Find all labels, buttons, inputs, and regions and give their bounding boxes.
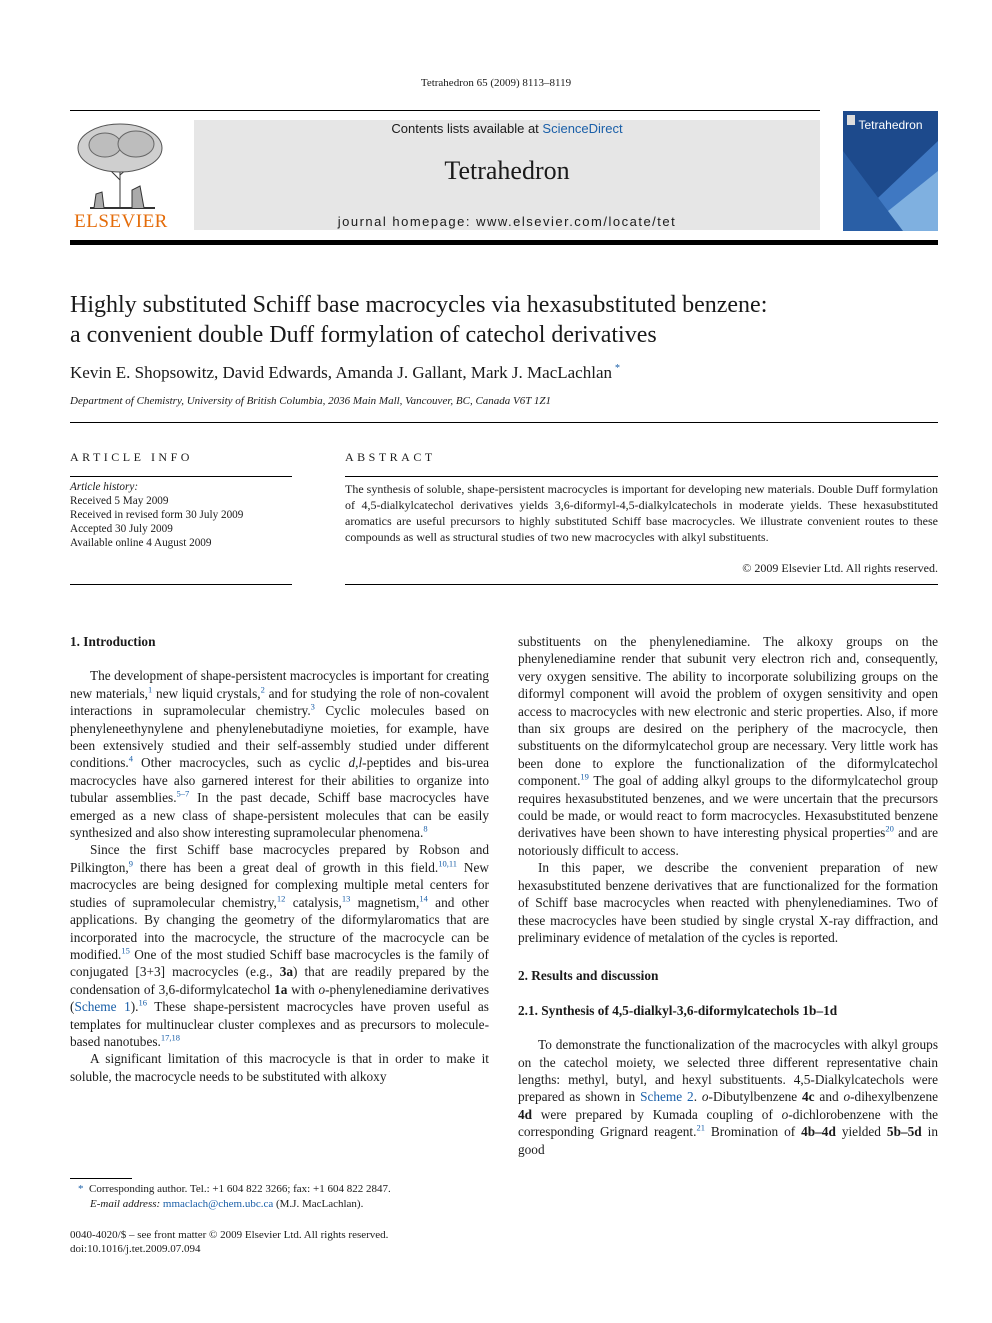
email-suffix: (M.J. MacLachlan). [273,1198,364,1210]
synthesis-subheading: 2.1. Synthesis of 4,5-dialkyl-3,6-diformylcatechols 1b–1d [518,1002,838,1018]
homepage-label: journal homepage: [337,214,477,229]
revised-date: Received in revised form 30 July 2009 [70,509,244,521]
tree-icon [70,120,172,212]
title-line-2: a convenient double Duff formylation of catechol derivatives [70,322,657,348]
doi[interactable]: doi:10.1016/j.tet.2009.07.094 [70,1243,201,1255]
journal-homepage [194,214,820,229]
corresponding-footnote [70,1182,490,1212]
article-info-rule [70,476,292,477]
journal-title: Tetrahedron [444,156,570,185]
abstract-rule [345,476,938,477]
email-link[interactable]: mmaclach@chem.ubc.ca [162,1198,274,1210]
online-date: Available online 4 August 2009 [70,537,212,549]
results-heading: 2. Results and discussion [518,968,659,984]
contents-availability [194,121,820,136]
body-paragraph: In this paper, we describe the convenient preparation of new hexasubstituted benzene derivatives that are functionalized for the formation of Schiff base macrocycles when reacted with phenylenediamines. Two of these macrocycles have been studied by single crystal X-ray diffraction, and preliminary evidence of metalation of the cycles is reported. [518,860,938,945]
body-paragraph: The development of shape-persistent macrocycles is important for creating new materials,$^1$ new liquid crystals,$^2$ and for studying the role of non-covalent interactions in supramolecular chemistry.$^3$ Cyclic molecules based on phenyleneethynylene and phenylenebutadiyne moieties, for example, have been extensively studied and their self-assembly studied under different conditions.$^4$ Other macrocycles, such as cyclic d,l-peptides and bis-urea macrocycles have also garnered interest for their abilities to organize into tubular assemblies.$^{5-7}$ In the past decade, Schiff base macrocycles have emerged as a new class of shape-persistent molecules that can be easily synthesized and also show interesting supramolecular phenomena.$^8$ [70,668,489,841]
sciencedirect-link[interactable]: ScienceDirect [542,121,623,136]
header-top-rule [70,110,820,111]
footnote-mark: * [78,1183,84,1195]
contents-prefix: Contents lists available at [391,121,543,136]
corresponding-contact: Corresponding author. Tel.: +1 604 822 3266; fax: +1 604 822 2847. [89,1183,391,1195]
article-title [70,290,940,350]
body-paragraph: A significant limitation of this macrocycle is that in order to make it soluble, the macrocycle needs to be substituted with alkoxy [70,1051,489,1084]
article-info-bottom-rule [70,584,292,585]
received-date: Received 5 May 2009 [70,495,169,507]
journal-reference: Tetrahedron 65 (2009) 8113–8119 [420,77,572,89]
body-left-column [70,633,489,1085]
abstract-bottom-rule [345,584,938,585]
homepage-url[interactable]: www.elsevier.com/locate/tet [476,214,677,229]
article-history [70,480,243,550]
article-info-heading: ARTICLE INFO [70,450,193,464]
accepted-date: Accepted 30 July 2009 [70,523,173,535]
title-line-1: Highly substituted Schiff base macrocycles via hexasubstituted benzene: [70,292,768,318]
front-matter [70,1228,490,1256]
body-paragraph: Since the first Schiff base macrocycles prepared by Robson and Pilkington,$^9$ there has been a great deal of growth in this field.$^{10,11}$ New macrocycles are being designed for complexing multiple metal centers for studies of supramolecular chemistry,$^{12}$ catalysis,$^{13}$ magnetism,$^{14}$ and other applications. By changing the geometry of the diformylaromatics that are incorporated into the macrocycle, the structure of the macrocycle can be modified.$^{15}$ One of the most studied Schiff base macrocycles is the family of conjugated [3+3] macrocycles (e.g., 3a) that are readily prepared by the condensation of 3,6-diformylcatechol 1a with o-phenylenediamine derivatives (Scheme 1).$^{16}$ These shape-persistent macrocycles have proven useful as templates for multinuclear cluster complexes and as precursors to molecule-based nanotubes.$^{17,18}$ [70,842,490,1049]
email-label: E-mail address: [90,1198,163,1210]
affiliation: Department of Chemistry, University of British Columbia, 2036 Main Mall, Vancouver, BC, Canada V6T 1Z1 [70,395,552,407]
body-paragraph: substituents on the phenylenediamine. The alkoxy groups on the phenylenediamine render that subunit very electron rich and, consequently, very oxygen sensitive. The ability to incorporate solubilizing groups on the diformyl component will avoid the problem of oxygen sensitivity and open access to macrocycles with new electronic and steric properties. Also, if more than six groups are desired on the periphery of the macrocycle, then substituents on the diformylcatechol group are necessary. Very little work has been done to explore the functionalization of the diformylcatechol component.$^{19}$ The goal of adding alkyl groups to the diformylcatechol group requires hexasubstituted benzenes, and we were uncertain that the precursors could be made, or would react to form macrocycles. Hexasubstituted benzene derivatives have been shown to have interesting physical properties$^{20}$ and are notoriously difficult to access. [518,634,938,858]
issn-line: 0040-4020/$ – see front matter © 2009 Elsevier Ltd. All rights reserved. [70,1229,389,1241]
history-label: Article history: [70,481,139,493]
corresponding-author-mark[interactable]: * [615,363,620,375]
introduction-heading: 1. Introduction [70,634,156,649]
header-thick-rule [70,240,938,245]
abstract-text: The synthesis of soluble, shape-persistent macrocycles is important for developing new materials. Double Duff formylation of 4,5-dialkylcatechol derivatives yields 3,6-diformyl-4,5-dialkylcatechols in moderate yields. These hexasubstituted aromatics are useful precursors to highly substituted Schiff base macrocycles. We illustrate convenient routes to these compounds as well as structural studies of two new macrocycles with alkyl substituents. [345,482,938,544]
abstract-heading: ABSTRACT [345,450,436,464]
affiliation-rule [70,422,938,423]
author-list [70,363,940,383]
publisher-wordmark: ELSEVIER [74,211,168,232]
footnote-rule [70,1178,132,1179]
body-right-column [518,633,938,1158]
abstract-copyright: © 2009 Elsevier Ltd. All rights reserved. [742,561,938,575]
authors: Kevin E. Shopsowitz, David Edwards, Amanda J. Gallant, Mark J. MacLachlan [70,363,612,382]
body-paragraph: To demonstrate the functionalization of the macrocycles with alkyl groups on the catechol moiety, we selected three different representative chain lengths: methyl, butyl, and hexyl substituents. 4,5-Dialkylcatechols were prepared as shown in Scheme 2. o-Dibutylbenzene 4c and o-dihexylbenzene 4d were prepared by Kumada coupling of o-dichlorobenzene with the corresponding Grignard reagent.$^{21}$ Bromination of 4b–4d yielded 5b–5d in good [518,1037,939,1157]
cover-title: Tetrahedron [858,118,923,132]
